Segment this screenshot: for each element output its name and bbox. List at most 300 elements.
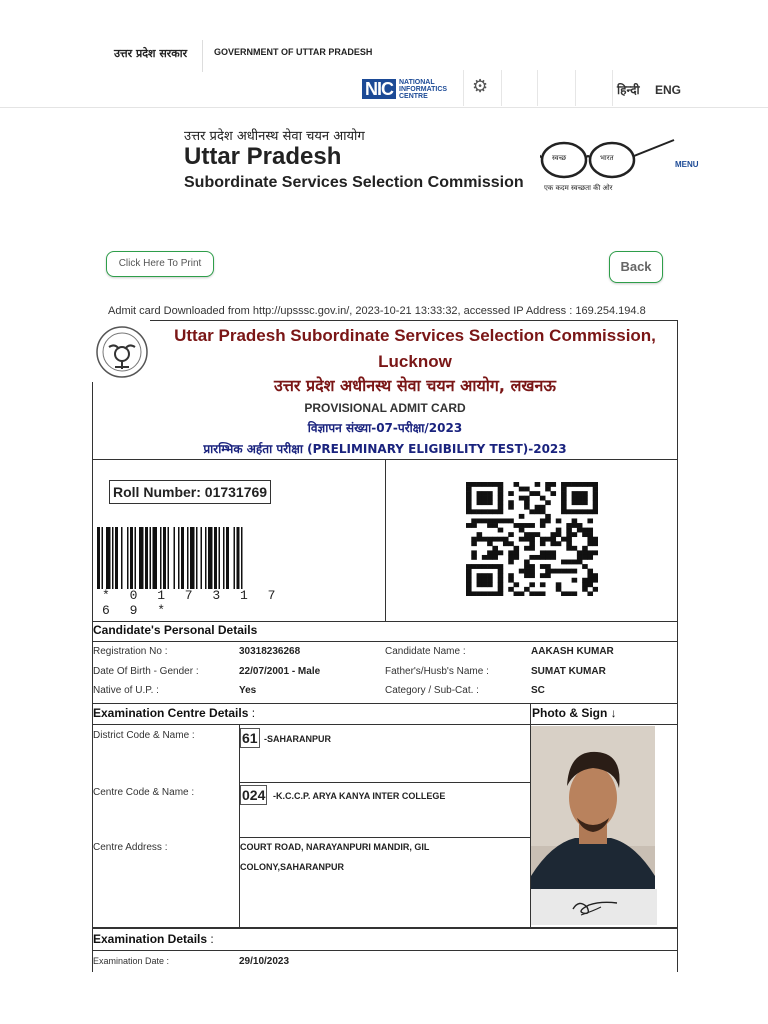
qr-module	[477, 518, 483, 523]
barcode-digits: * 0 1 7 3 1 7 6 9 *	[102, 588, 282, 618]
qr-module	[540, 582, 546, 587]
qr-module	[587, 578, 593, 583]
qr-module	[477, 491, 483, 496]
toolbar-divider	[501, 70, 502, 106]
qr-module	[545, 514, 551, 519]
qr-module	[587, 528, 593, 533]
qr-module	[508, 573, 514, 578]
qr-module	[482, 564, 488, 569]
barcode-bar	[178, 527, 180, 589]
qr-module	[524, 532, 530, 537]
qr-module	[572, 569, 578, 574]
qr-module	[529, 541, 535, 546]
qr-module	[577, 555, 583, 560]
barcode-bar	[174, 527, 176, 589]
qr-module	[593, 482, 598, 487]
category-label: Category / Sub-Cat. :	[385, 685, 479, 696]
barcode-bar	[97, 527, 100, 589]
registration-label: Registration No :	[93, 646, 168, 657]
qr-module	[487, 555, 493, 560]
qr-module	[545, 487, 551, 492]
qr-module	[487, 582, 493, 587]
qr-module	[556, 528, 562, 533]
qr-module	[508, 500, 514, 505]
qr-module	[587, 591, 593, 596]
qr-module	[561, 537, 567, 542]
qr-module	[561, 509, 567, 514]
qr-module	[550, 569, 556, 574]
centre-code: 024	[242, 787, 266, 803]
qr-module	[577, 491, 583, 496]
qr-module	[540, 591, 546, 596]
language-hindi-link[interactable]: हिन्दी	[617, 83, 640, 97]
qr-module	[482, 555, 488, 560]
qr-module	[540, 509, 546, 514]
centre-heading-text: Examination Centre Details	[93, 706, 249, 720]
nic-text	[399, 79, 447, 100]
qr-module	[498, 564, 504, 569]
category-value: SC	[531, 685, 545, 696]
qr-module	[577, 528, 583, 533]
qr-module	[524, 496, 530, 501]
barcode-bar	[112, 527, 114, 589]
candidate-signature	[531, 889, 657, 925]
barcode-bar	[160, 527, 162, 589]
centre-heading-colon: :	[251, 706, 256, 720]
barcode-bar	[106, 527, 111, 589]
qr-module	[487, 482, 493, 487]
qr-module	[524, 564, 530, 569]
qr-module	[593, 509, 598, 514]
qr-module	[519, 528, 525, 533]
barcode-bar	[226, 527, 229, 589]
barcode-bar	[153, 527, 158, 589]
exam-name: प्रारम्भिक अर्हता परीक्षा (PRELIMINARY ELIGIBILITY TEST)-2023	[203, 442, 567, 456]
qr-module	[508, 518, 514, 523]
exam-heading-colon: :	[210, 932, 214, 946]
qr-module	[529, 532, 535, 537]
qr-module	[566, 560, 572, 565]
qr-module	[466, 491, 472, 496]
qr-module	[593, 505, 598, 510]
qr-module	[466, 587, 472, 592]
barcode-bar	[219, 527, 221, 589]
qr-module	[524, 537, 530, 542]
nic-line3: CENTRE	[399, 92, 428, 100]
qr-module	[587, 550, 593, 555]
qr-module	[498, 487, 504, 492]
qr-module	[582, 578, 588, 583]
qr-module	[524, 523, 530, 528]
qr-module	[466, 582, 472, 587]
qr-module	[587, 582, 593, 587]
qr-module	[540, 564, 546, 569]
qr-module	[577, 500, 583, 505]
qr-module	[508, 541, 514, 546]
state-hindi-label[interactable]: उत्तर प्रदेश सरकार	[114, 47, 188, 60]
centre-code-label: Centre Code & Name :	[93, 787, 195, 798]
dob-value: 22/07/2001 - Male	[239, 666, 321, 677]
qr-module	[514, 555, 520, 560]
barcode-bar	[205, 527, 207, 589]
qr-module	[572, 560, 578, 565]
qr-module	[566, 569, 572, 574]
qr-module	[540, 537, 546, 542]
qr-module	[477, 573, 483, 578]
qr-module	[582, 500, 588, 505]
qr-module	[529, 573, 535, 578]
barcode-bar	[130, 527, 133, 589]
barcode-bar	[127, 527, 129, 589]
qr-module	[566, 591, 572, 596]
qr-module	[492, 523, 498, 528]
qr-module	[582, 491, 588, 496]
qr-module	[556, 587, 562, 592]
nic-mark: NIC	[362, 79, 396, 99]
qr-module	[524, 500, 530, 505]
qr-module	[466, 500, 472, 505]
qr-module	[487, 578, 493, 583]
qr-module	[545, 500, 551, 505]
qr-module	[587, 555, 593, 560]
barcode-bar	[168, 527, 170, 589]
qr-module	[487, 550, 493, 555]
barcode-bar	[201, 527, 203, 589]
qr-module	[492, 509, 498, 514]
qr-module	[466, 564, 472, 569]
barcode-bar	[163, 527, 166, 589]
qr-module	[593, 587, 598, 592]
qr-module	[572, 518, 578, 523]
exam-heading-text: Examination Details	[93, 932, 208, 946]
qr-module	[482, 500, 488, 505]
qr-module	[593, 500, 598, 505]
qr-module	[540, 573, 546, 578]
qr-module	[492, 518, 498, 523]
qr-module	[545, 550, 551, 555]
qr-module	[535, 555, 541, 560]
father-name-label: Father's/Husb's Name :	[385, 666, 489, 677]
qr-module	[566, 509, 572, 514]
qr-module	[519, 514, 525, 519]
qr-module	[529, 509, 535, 514]
qr-module	[550, 550, 556, 555]
qr-module	[487, 523, 493, 528]
qr-module	[577, 523, 583, 528]
qr-module	[487, 496, 493, 501]
exam-details-heading	[93, 932, 214, 946]
photo-sign-heading: Photo & Sign ↓	[532, 706, 617, 720]
qr-module	[593, 578, 598, 583]
qr-module	[582, 532, 588, 537]
qr-module	[524, 587, 530, 592]
barcode-bar	[187, 527, 189, 589]
qr-module	[498, 582, 504, 587]
advertisement-number: विज्ञापन संख्या-07-परीक्षा/2023	[307, 421, 463, 435]
qr-module	[545, 482, 551, 487]
back-button[interactable]: Back	[609, 251, 663, 283]
qr-module	[529, 537, 535, 542]
card-title-hindi: उत्तर प्रदेश अधीनस्थ सेवा चयन आयोग, लखनऊ	[274, 376, 556, 395]
qr-module	[519, 487, 525, 492]
print-button[interactable]: Click Here To Print	[106, 251, 214, 277]
qr-module	[498, 573, 504, 578]
barcode-bar	[150, 527, 152, 589]
toolbar-divider	[537, 70, 538, 106]
barcode-bar	[237, 527, 240, 589]
qr-module	[487, 491, 493, 496]
qr-module	[498, 509, 504, 514]
qr-module	[529, 564, 535, 569]
qr-module	[514, 582, 520, 587]
qr-module	[498, 496, 504, 501]
qr-module	[572, 496, 578, 501]
roll-number: Roll Number: 01731769	[109, 480, 271, 504]
qr-module	[582, 509, 588, 514]
qr-module	[519, 496, 525, 501]
qr-module	[572, 482, 578, 487]
qr-module	[524, 560, 530, 565]
qr-module	[556, 582, 562, 587]
candidate-name-label: Candidate Name :	[385, 646, 466, 657]
qr-module	[477, 482, 483, 487]
barcode-bar	[214, 527, 217, 589]
qr-module	[545, 564, 551, 569]
qr-module	[498, 587, 504, 592]
qr-module	[561, 491, 567, 496]
qr-module	[471, 523, 477, 528]
barcode-bar	[241, 527, 243, 589]
registration-value: 30318236268	[239, 646, 301, 657]
qr-module	[561, 482, 567, 487]
qr-module	[566, 537, 572, 542]
barcode	[97, 527, 291, 589]
qr-module	[503, 518, 509, 523]
qr-module	[561, 505, 567, 510]
qr-module	[587, 509, 593, 514]
qr-module	[477, 509, 483, 514]
qr-module	[535, 482, 541, 487]
qr-module	[524, 546, 530, 551]
qr-module	[587, 541, 593, 546]
qr-module	[593, 537, 598, 542]
qr-module	[566, 541, 572, 546]
qr-module	[529, 555, 535, 560]
qr-module	[593, 496, 598, 501]
up-emblem-icon	[95, 325, 149, 379]
qr-module	[572, 509, 578, 514]
language-english-link[interactable]: ENG	[655, 83, 682, 97]
native-value: Yes	[239, 685, 257, 696]
exam-date-label: Examination Date :	[93, 956, 170, 966]
qr-module	[471, 537, 477, 542]
barcode-bar	[115, 527, 118, 589]
qr-module	[508, 578, 514, 583]
qr-module	[508, 505, 514, 510]
qr-module	[572, 500, 578, 505]
candidate-name-value: AAKASH KUMAR	[531, 646, 614, 657]
father-name-value: SUMAT KUMAR	[531, 666, 606, 677]
qr-module	[498, 537, 504, 542]
gear-icon[interactable]: ⚙	[472, 76, 489, 96]
qr-module	[545, 569, 551, 574]
qr-module	[487, 518, 493, 523]
qr-module	[524, 505, 530, 510]
qr-module	[514, 591, 520, 596]
qr-module	[498, 518, 504, 523]
qr-module	[582, 555, 588, 560]
qr-module	[561, 560, 567, 565]
qr-module	[466, 487, 472, 492]
qr-module	[492, 564, 498, 569]
qr-module	[566, 523, 572, 528]
qr-module	[540, 523, 546, 528]
qr-module	[561, 591, 567, 596]
qr-module	[492, 591, 498, 596]
qr-module	[540, 541, 546, 546]
qr-module	[477, 591, 483, 596]
centre-details-heading	[93, 706, 255, 720]
qr-module	[503, 537, 509, 542]
qr-module	[529, 569, 535, 574]
qr-module	[514, 482, 520, 487]
qr-module	[529, 546, 535, 551]
barcode-bar	[208, 527, 213, 589]
swachh-left-label: स्वच्छ	[552, 154, 567, 162]
qr-module	[508, 560, 514, 565]
qr-module	[498, 505, 504, 510]
qr-module	[572, 546, 578, 551]
signature-icon	[531, 889, 657, 925]
qr-module	[466, 509, 472, 514]
qr-module	[492, 482, 498, 487]
qr-module	[535, 591, 541, 596]
qr-module	[540, 518, 546, 523]
qr-module	[471, 509, 477, 514]
state-english-label[interactable]: GOVERNMENT OF UTTAR PRADESH	[214, 47, 373, 57]
barcode-bar	[102, 527, 104, 589]
qr-module	[535, 491, 541, 496]
qr-code	[466, 482, 598, 596]
qr-module	[572, 578, 578, 583]
qr-module	[466, 569, 472, 574]
qr-module	[577, 560, 583, 565]
district-code: 61	[242, 730, 258, 746]
qr-module	[492, 550, 498, 555]
qr-module	[482, 509, 488, 514]
qr-module	[587, 482, 593, 487]
qr-module	[572, 532, 578, 537]
qr-module	[556, 541, 562, 546]
qr-module	[498, 500, 504, 505]
swachh-bharat-logo	[540, 128, 680, 198]
barcode-bar	[139, 527, 144, 589]
qr-module	[535, 509, 541, 514]
qr-module	[519, 591, 525, 596]
qr-module	[477, 564, 483, 569]
qr-module	[471, 550, 477, 555]
topbar-divider	[202, 40, 203, 72]
nic-logo[interactable]	[362, 78, 447, 100]
qr-module	[498, 482, 504, 487]
qr-module	[477, 537, 483, 542]
qr-module	[529, 523, 535, 528]
nic-line1: NATIONAL	[399, 78, 435, 86]
qr-module	[593, 573, 598, 578]
menu-button[interactable]: MENU	[675, 160, 699, 169]
qr-module	[498, 528, 504, 533]
qr-module	[582, 587, 588, 592]
personal-details-heading: Candidate's Personal Details	[93, 623, 258, 637]
toolbar-divider	[612, 70, 613, 106]
qr-module	[487, 537, 493, 542]
qr-module	[482, 491, 488, 496]
qr-module	[556, 518, 562, 523]
qr-module	[487, 500, 493, 505]
qr-module	[556, 532, 562, 537]
qr-module	[545, 518, 551, 523]
toolbar-divider	[575, 70, 576, 106]
qr-module	[529, 582, 535, 587]
utility-toolbar	[0, 70, 768, 108]
barcode-bar	[135, 527, 137, 589]
qr-module	[587, 569, 593, 574]
qr-module	[582, 546, 588, 551]
qr-module	[492, 546, 498, 551]
exam-date-value: 29/10/2023	[239, 956, 290, 967]
qr-module	[466, 523, 472, 528]
qr-module	[572, 523, 578, 528]
swachh-tagline: एक कदम स्वच्छता की ओर	[544, 184, 613, 192]
commission-name-hindi: उत्तर प्रदेश अधीनस्थ सेवा चयन आयोग	[184, 129, 365, 144]
qr-module	[545, 555, 551, 560]
qr-module	[498, 591, 504, 596]
qr-module	[466, 505, 472, 510]
qr-module	[466, 482, 472, 487]
qr-module	[566, 528, 572, 533]
toolbar-divider	[463, 70, 464, 106]
qr-module	[572, 491, 578, 496]
qr-module	[482, 496, 488, 501]
commission-title-line2: Subordinate Services Selection Commission	[184, 174, 524, 191]
qr-module	[482, 482, 488, 487]
qr-module	[550, 555, 556, 560]
barcode-bar	[196, 527, 198, 589]
qr-module	[514, 546, 520, 551]
qr-module	[529, 491, 535, 496]
qr-module	[535, 532, 541, 537]
qr-module	[471, 591, 477, 596]
qr-module	[582, 564, 588, 569]
qr-module	[477, 578, 483, 583]
qr-module	[471, 518, 477, 523]
qr-module	[466, 573, 472, 578]
barcode-bar	[223, 527, 225, 589]
qr-module	[471, 482, 477, 487]
qr-module	[498, 550, 504, 555]
qr-module	[540, 505, 546, 510]
card-type: PROVISIONAL ADMIT CARD	[304, 401, 466, 415]
qr-module	[482, 591, 488, 596]
qr-module	[540, 550, 546, 555]
barcode-bar	[181, 527, 184, 589]
qr-module	[482, 537, 488, 542]
qr-module	[545, 537, 551, 542]
qr-module	[550, 537, 556, 542]
qr-module	[577, 509, 583, 514]
qr-module	[550, 491, 556, 496]
nic-line2: INFORMATICS	[399, 85, 448, 93]
